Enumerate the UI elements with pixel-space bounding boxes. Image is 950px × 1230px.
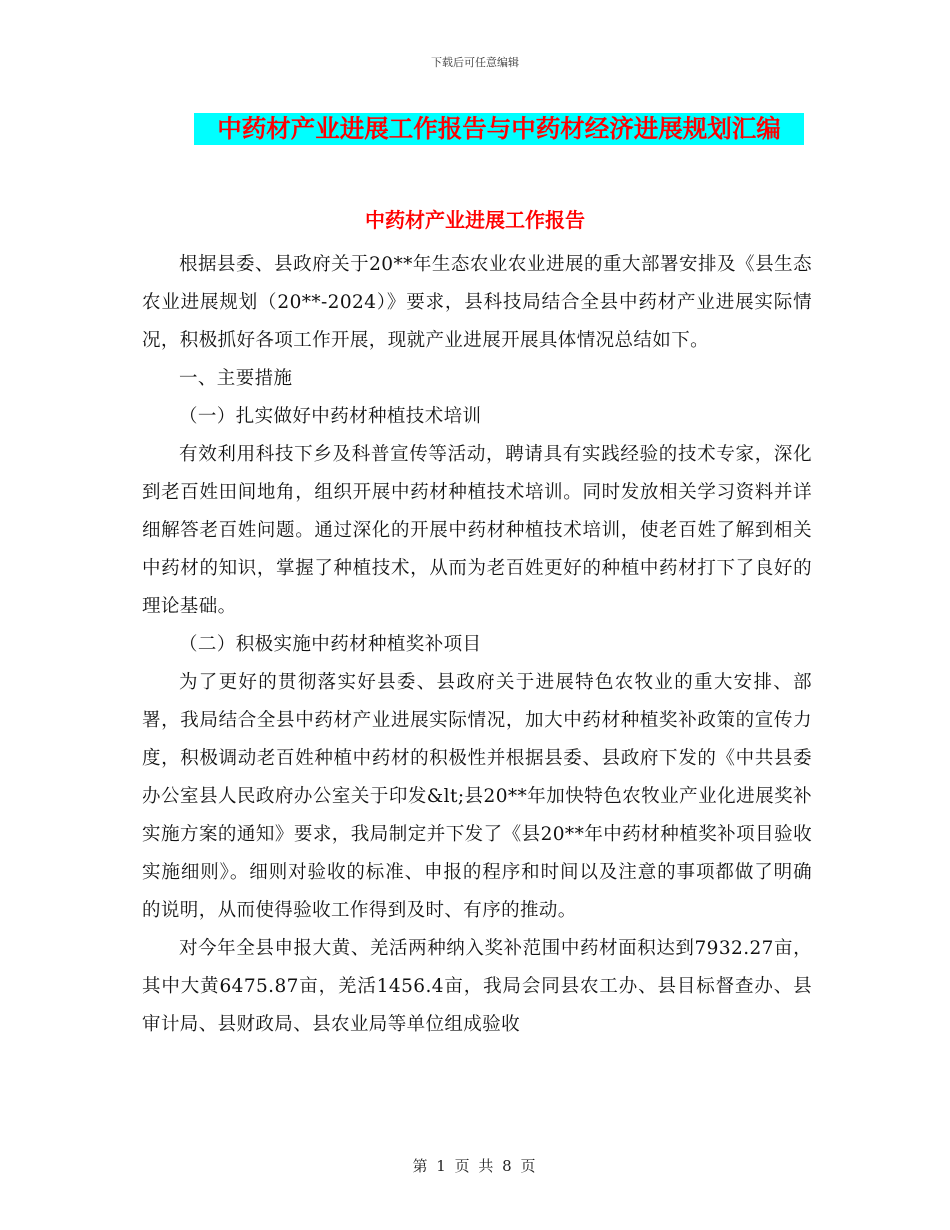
paragraph-training: 有效利用科技下乡及科普宣传等活动，聘请具有实践经验的技术专家，深化到老百姓田间地角，组织开展中药材种植技术培训。同时发放相关学习资料并详细解答老百姓问题。通过深化的开展中药材种植技术培训，使老百姓了解到相关中药材的知识，掌握了种植技术，从而为老百姓更好的种植中药材打下了良好的理论基础。 bbox=[142, 444, 812, 617]
page-header-note: 下载后可任意编辑 bbox=[431, 56, 519, 69]
paragraph-acreage: 对今年全县申报大黄、羌活两种纳入奖补范围中药材面积达到7932.27亩，其中大黄6475.87亩，羌活1456.4亩，我局会同县农工办、县目标督查办、县审计局、县财政局、县农业局等单位组成验收 bbox=[142, 938, 812, 1035]
subheading-subsidy: （二）积极实施中药材种植奖补项目 bbox=[179, 634, 482, 655]
section-title: 中药材产业进展工作报告 bbox=[365, 208, 585, 232]
subheading-training: （一）扎实做好中药材种植技术培训 bbox=[179, 406, 482, 427]
main-title-highlight bbox=[194, 113, 804, 145]
main-title: 中药材产业进展工作报告与中药材经济进展规划汇编 bbox=[217, 114, 781, 143]
paragraph-subsidy: 为了更好的贯彻落实好县委、县政府关于进展特色农牧业的重大安排、部署，我局结合全县中药材产业进展实际情况，加大中药材种植奖补政策的宣传力度，积极调动老百姓种植中药材的积极性并根据县委、县政府下发的《中共县委办公室县人民政府办公室关于印发&lt;县20**年加快特色农牧业产业化进展奖补实施方案的通知》要求，我局制定并下发了《县20**年中药材种植奖补项目验收实施细则》。细则对验收的标准、申报的程序和时间以及注意的事项都做了明确的说明，从而使得验收工作得到及时、有序的推动。 bbox=[142, 672, 812, 921]
paragraph-intro: 根据县委、县政府关于20**年生态农业农业进展的重大部署安排及《县生态农业进展规划（20**-2024）》要求，县科技局结合全县中药材产业进展实际情况，积极抓好各项工作开展，现就产业进展开展具体情况总结如下。 bbox=[142, 254, 812, 351]
document-body bbox=[142, 246, 812, 1044]
heading-main-measures: 一、主要措施 bbox=[179, 368, 293, 389]
page-number: 第 1 页 共 8 页 bbox=[412, 1157, 538, 1175]
